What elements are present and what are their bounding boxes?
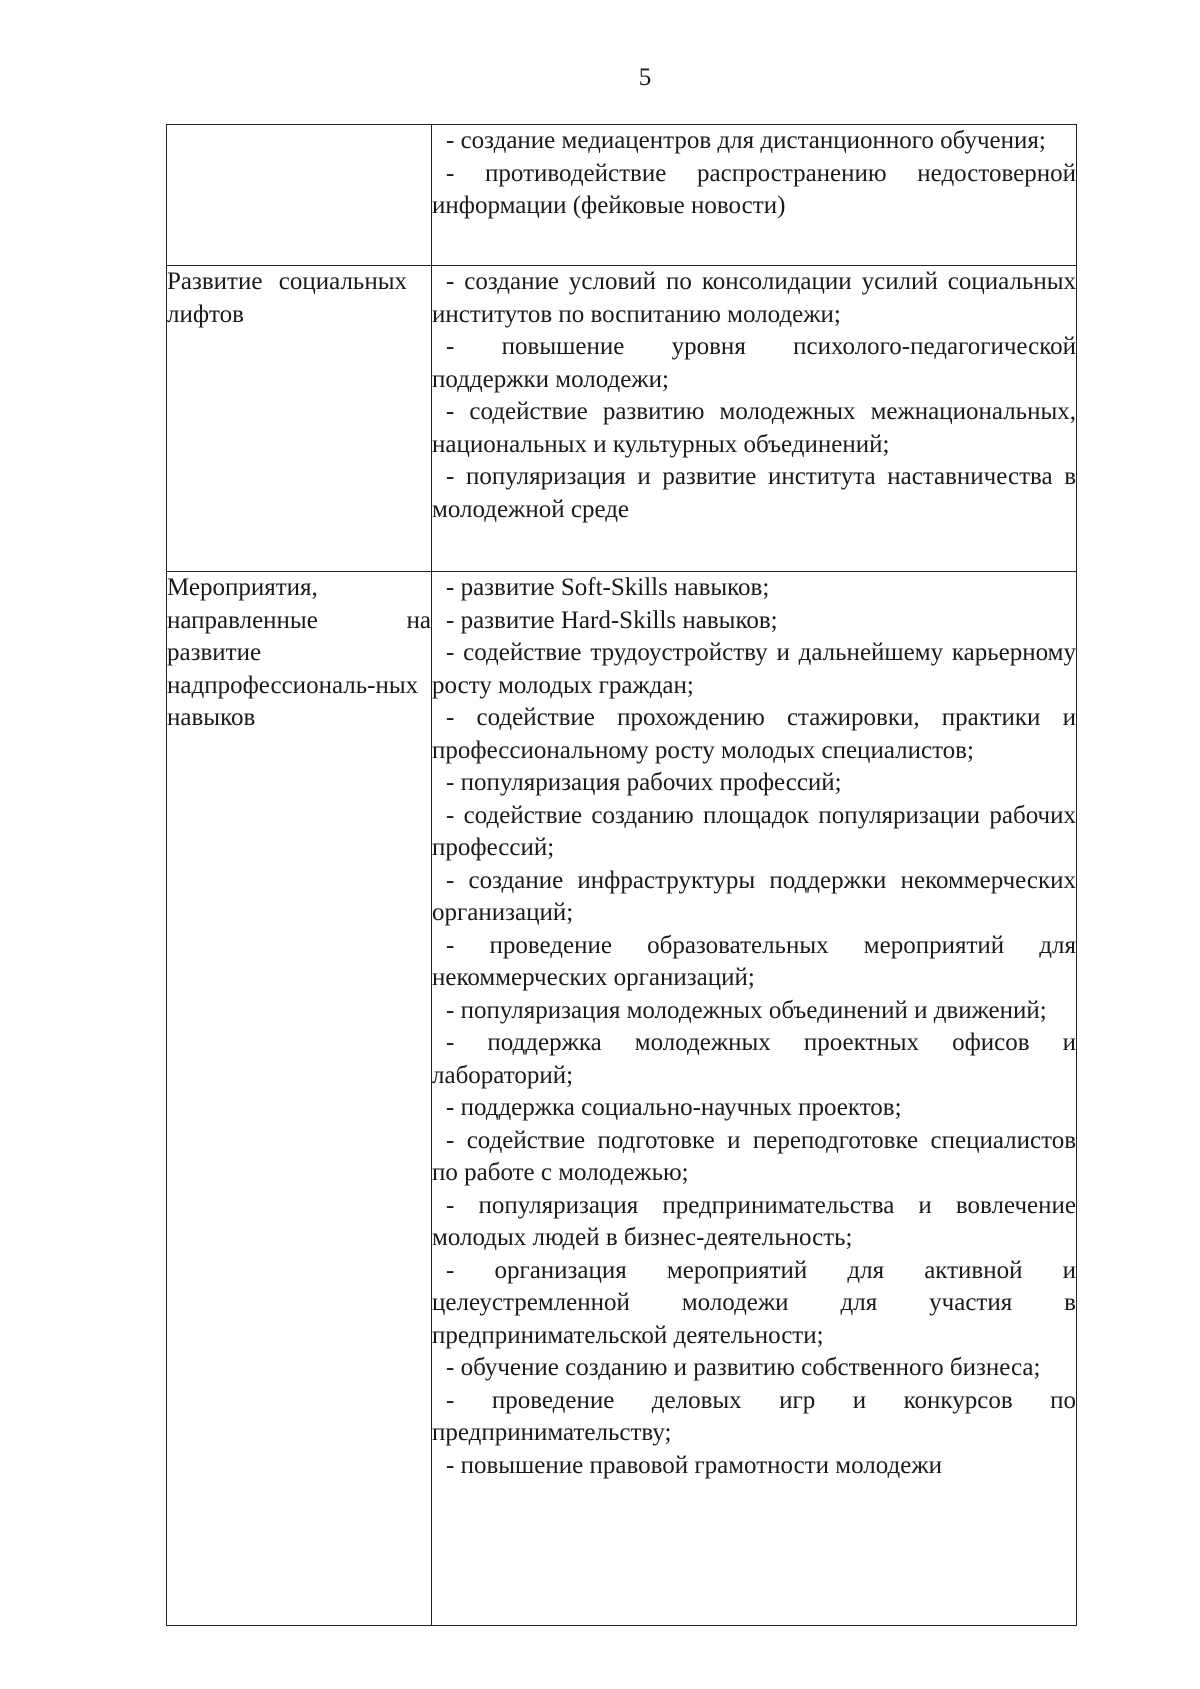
list-item: - организация мероприятий для активной и целеустремленной молодежи для участия в предпринимательской деятельности;: [432, 1256, 1076, 1349]
list-item: - проведение образовательных мероприятий для некоммерческих организаций;: [432, 931, 1076, 991]
list-item: - поддержка социально-научных проектов;: [446, 1094, 902, 1121]
list-item: - создание условий по консолидации усилий социальных институтов по воспитанию молодежи;: [432, 268, 1076, 328]
row-title-cell: [167, 572, 432, 1626]
list-item: - содействие прохождению стажировки, практики и профессиональному росту молодых специалистов;: [432, 704, 1076, 764]
list-item: - создание инфраструктуры поддержки некоммерческих организаций;: [432, 866, 1076, 926]
row-items-cell: [432, 266, 1077, 572]
list-item: - повышение правовой грамотности молодежи: [446, 1451, 943, 1479]
list-item: - популяризация рабочих профессий;: [446, 769, 842, 796]
list-item: - развитие Hard-Skills навыков;: [446, 606, 778, 634]
list-item: - популяризация молодежных объединений и движений;: [446, 996, 1047, 1024]
list-item: - поддержка молодежных проектных офисов и лабораторий;: [432, 1029, 1076, 1089]
measures-table: [166, 124, 1077, 1626]
list-item: - противодействие распространению недостоверной информации (фейковые новости): [432, 159, 1076, 219]
table-row: [167, 125, 1077, 266]
page-number: 5: [638, 64, 652, 91]
list-item: - содействие подготовке и переподготовке специалистов по работе с молодежью;: [432, 1126, 1076, 1186]
row-title-cell: [167, 125, 432, 266]
list-item: - создание медиацентров для дистанционного обучения;: [446, 127, 1046, 154]
row-title: Мероприятия, направленные на развитие надпрофессиональ-ных навыков: [167, 574, 431, 731]
list-item: - повышение уровня психолого-педагогической поддержки молодежи;: [432, 333, 1076, 393]
table-row: [167, 266, 1077, 572]
row-items-cell: [432, 125, 1077, 266]
list-item: - популяризация и развитие института наставничества в молодежной среде: [432, 463, 1076, 523]
list-item: - содействие трудоустройству и дальнейшему карьерному росту молодых граждан;: [432, 639, 1076, 699]
list-item: - развитие Soft-Skills навыков;: [446, 574, 770, 601]
list-item: - содействие развитию молодежных межнациональных, национальных и культурных объединений;: [432, 398, 1076, 458]
list-item: - обучение созданию и развитию собственного бизнеса;: [446, 1354, 1041, 1381]
row-items-cell: [432, 572, 1077, 1626]
list-item: - содействие созданию площадок популяризации рабочих профессий;: [432, 801, 1076, 861]
list-item: - популяризация предпринимательства и вовлечение молодых людей в бизнес-деятельность;: [432, 1191, 1076, 1251]
row-title: Развитие социальных лифтов: [167, 268, 407, 328]
table-row: [167, 572, 1077, 1626]
list-item: - проведение деловых игр и конкурсов по предпринимательству;: [432, 1386, 1076, 1446]
row-title-cell: [167, 266, 432, 572]
